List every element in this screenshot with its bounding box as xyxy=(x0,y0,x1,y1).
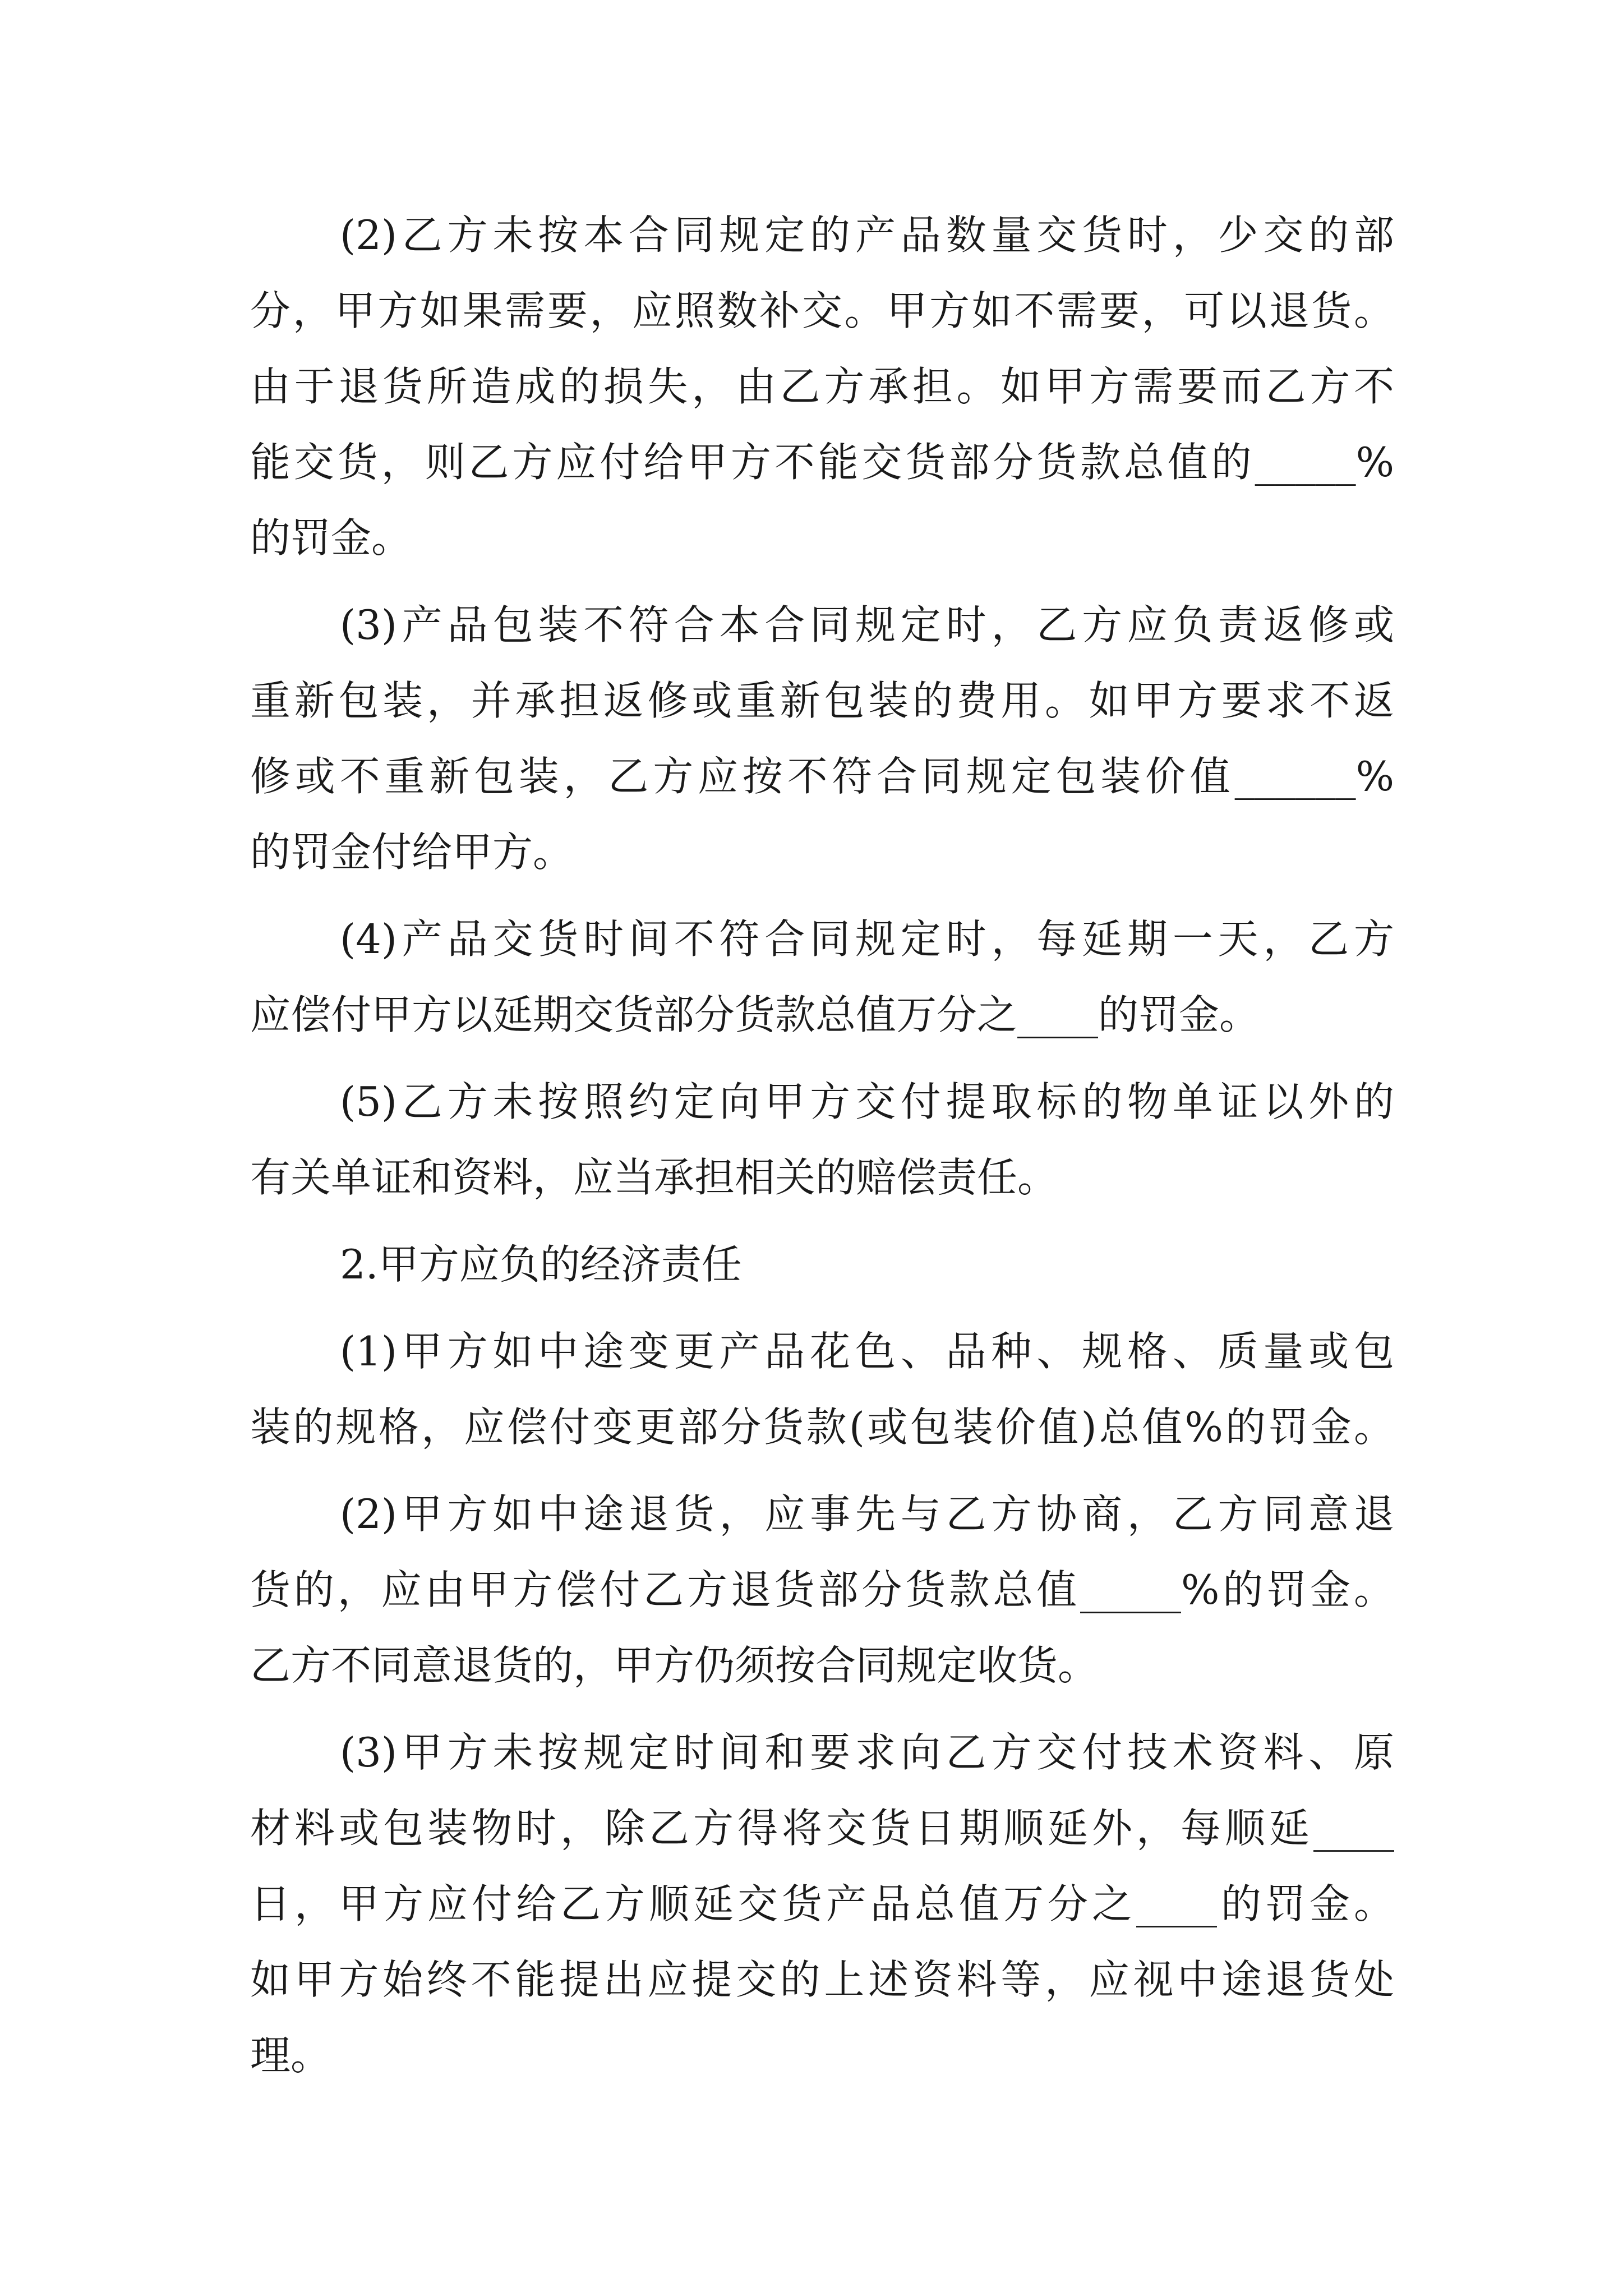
text-line: 应偿付甲方以延期交货部分货款总值万分之____的罚金。 xyxy=(250,991,1260,1038)
section-heading xyxy=(250,1227,1394,1303)
text-line: (3)甲方未按规定时间和要求向乙方交付技术资料、原 xyxy=(340,1729,1394,1776)
text-line: (2)甲方如中途退货，应事先与乙方协商，乙方同意退 xyxy=(340,1490,1394,1538)
paragraph-gap xyxy=(250,576,1394,587)
text-line: 乙方不同意退货的，甲方仍须按合同规定收货。 xyxy=(250,1642,1099,1689)
paragraph xyxy=(250,1715,1394,2093)
paragraph-gap xyxy=(250,1465,1394,1476)
paragraph-gap xyxy=(250,1216,1394,1227)
paragraph xyxy=(250,1476,1394,1704)
text-line: 理。 xyxy=(250,2032,331,2079)
text-line: 的罚金。 xyxy=(250,514,412,562)
text-line: (3)产品包装不符合本合同规定时，乙方应负责返修或 xyxy=(340,601,1394,648)
text-line: 装的规格，应偿付变更部分货款(或包装价值)总值%的罚金。 xyxy=(250,1404,1394,1451)
text-line: (2)乙方未按本合同规定的产品数量交货时，少交的部 xyxy=(340,211,1394,259)
text-line: 重新包装，并承担返修或重新包装的费用。如甲方要求不返 xyxy=(250,677,1394,724)
paragraph xyxy=(250,587,1394,890)
paragraph-gap xyxy=(250,890,1394,901)
text-line: 有关单证和资料，应当承担相关的赔偿责任。 xyxy=(250,1154,1058,1201)
paragraph xyxy=(250,1314,1394,1465)
contract-text xyxy=(250,197,1394,2093)
text-line: 货的，应由甲方偿付乙方退货部分货款总值_____%的罚金。 xyxy=(250,1566,1394,1613)
paragraph-gap xyxy=(250,1053,1394,1064)
text-line: 材料或包装物时，除乙方得将交货日期顺延外，每顺延____ xyxy=(250,1805,1394,1852)
text-line: 由于退货所造成的损失，由乙方承担。如甲方需要而乙方不 xyxy=(250,363,1394,410)
text-line: 如甲方始终不能提出应提交的上述资料等，应视中途退货处 xyxy=(250,1956,1394,2003)
text-line: 修或不重新包装，乙方应按不符合同规定包装价值______% xyxy=(250,753,1394,800)
text-line: 日，甲方应付给乙方顺延交货产品总值万分之____的罚金。 xyxy=(250,1880,1394,1927)
text-line: 的罚金付给甲方。 xyxy=(250,829,574,876)
paragraph xyxy=(250,901,1394,1053)
paragraph xyxy=(250,1064,1394,1216)
text-line: 分，甲方如果需要，应照数补交。甲方如不需要，可以退货。 xyxy=(250,287,1394,334)
paragraph-gap xyxy=(250,1704,1394,1715)
text-line: (1)甲方如中途变更产品花色、品种、规格、质量或包 xyxy=(340,1328,1394,1375)
text-line: (4)产品交货时间不符合同规定时，每延期一天，乙方 xyxy=(340,915,1394,963)
paragraph xyxy=(250,197,1394,576)
paragraph-gap xyxy=(250,1303,1394,1314)
text-line: (5)乙方未按照约定向甲方交付提取标的物单证以外的 xyxy=(340,1078,1394,1125)
text-line: 能交货，则乙方应付给甲方不能交货部分货款总值的_____% xyxy=(250,439,1394,486)
text-line: 2.甲方应负的经济责任 xyxy=(340,1241,742,1288)
